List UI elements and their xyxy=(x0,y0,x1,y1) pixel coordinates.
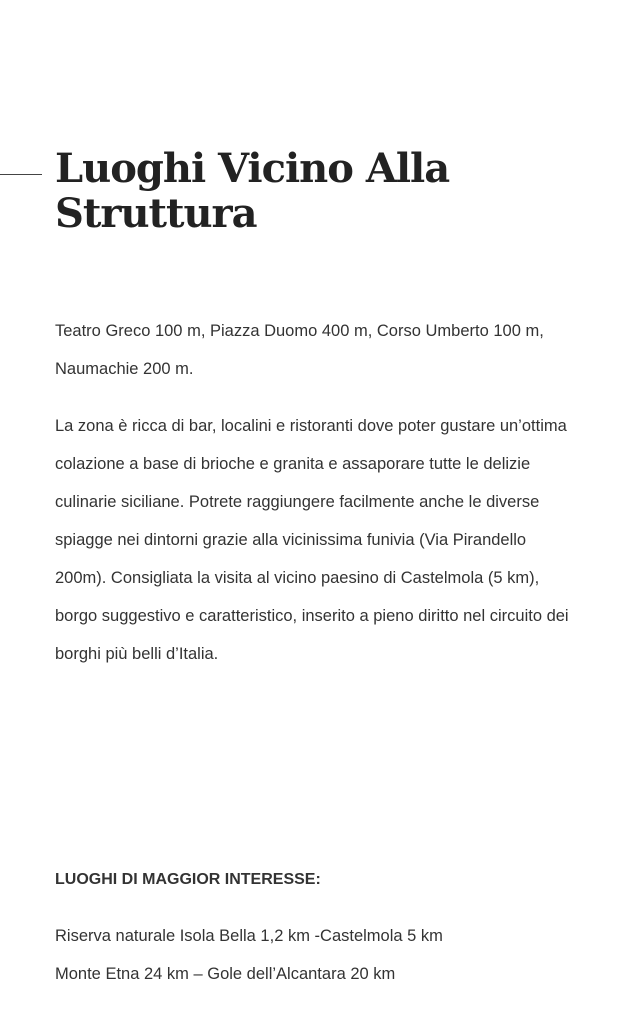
interest-heading: LUOGHI DI MAGGIOR INTERESSE: xyxy=(55,871,321,888)
section-title-line1: Luoghi Vicino Alla xyxy=(55,145,450,192)
interest-line-1: Riserva naturale Isola Bella 1,2 km -Castelmola 5 km xyxy=(55,927,443,945)
intro-paragraph: Teatro Greco 100 m, Piazza Duomo 400 m, Corso Umberto 100 m, Naumachie 200 m. xyxy=(55,322,544,378)
section-title-line2: Struttura xyxy=(55,190,257,237)
section-title xyxy=(55,146,595,236)
heading-divider xyxy=(0,174,42,175)
interest-list xyxy=(55,917,575,993)
description-paragraph: La zona è ricca di bar, localini e ristoranti dove poter gustare un’ottima colazione a base di brioche e granita e assaporare tutte le delizie culinarie siciliane. Potrete raggiungere facilmente anche le diverse spiagge nei dintorni grazie alla vicinissima funivia (Via Pirandello 200m). Consigliata la visita al vicino paesino di Castelmola (5 km), borgo suggestivo e caratteristico, inserito a pieno diritto nel circuito dei borghi più belli d’Italia. xyxy=(55,417,569,663)
interest-line-2: Monte Etna 24 km – Gole dell’Alcantara 20 km xyxy=(55,965,396,983)
